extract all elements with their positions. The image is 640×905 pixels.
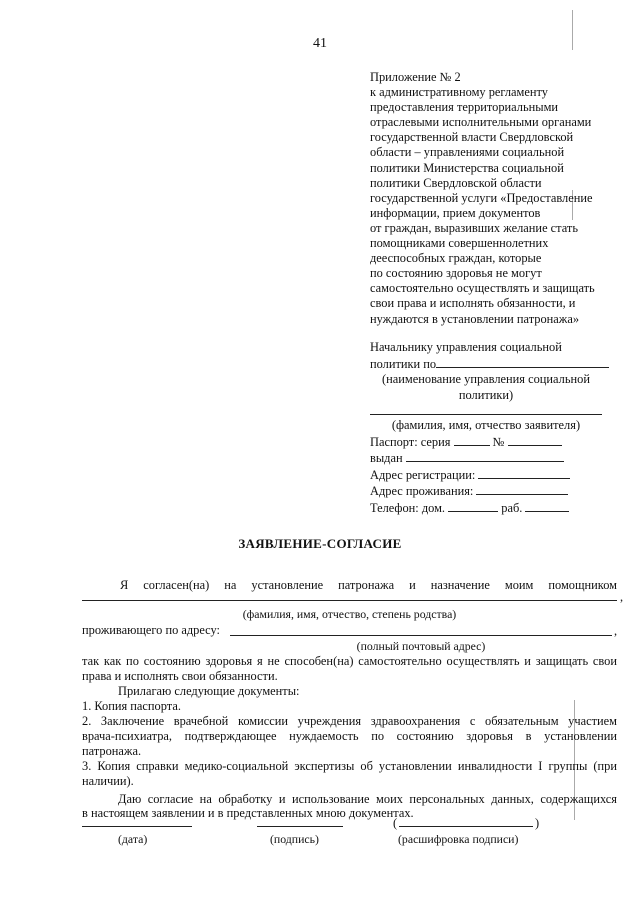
appendix-line: помощниками совершеннолетних (370, 236, 549, 251)
reason-line-1: так как по состоянию здоровья я не способен(на) самостоятельно осуществлять и защищать свои (82, 654, 617, 668)
res-address-row (370, 483, 620, 500)
assistant-name-hint: (фамилия, имя, отчество, степень родства) (242, 607, 457, 621)
appendix-line: предоставления территориальными (370, 100, 559, 115)
addressee-block (370, 340, 620, 516)
appendix-line: Приложение № 2 (370, 70, 461, 84)
passport-number-field[interactable] (508, 434, 562, 446)
appendix-line: области – управлениями социальной (370, 145, 565, 160)
phone-home-field[interactable] (448, 500, 498, 512)
applicant-name-hint: (фамилия, имя, отчество заявителя) (391, 418, 581, 432)
doc-item-2-line-2: врача-психиатра, подтверждающее нуждаемость по состоянию здоровья в установлении (82, 729, 617, 743)
phone-work-field[interactable] (525, 500, 569, 512)
appendix-line: государственной услуги «Предоставление (370, 190, 593, 205)
doc-item-2-line-1: 2. Заключение врачебной комиссии учреждения здравоохранения с обязательным участием (82, 714, 617, 728)
appendix-line: государственной власти Свердловской (370, 130, 574, 145)
date-field[interactable] (82, 825, 192, 827)
signature-field[interactable] (257, 825, 343, 827)
doc-item-1: 1. Копия паспорта. (82, 699, 181, 713)
department-hint-cont: политики) (458, 387, 514, 402)
appendix-line: информации, прием документов (370, 205, 541, 220)
phone-row (370, 500, 620, 517)
comma: , (614, 624, 618, 638)
form-title: ЗАЯВЛЕНИЕ-СОГЛАСИЕ (238, 536, 402, 551)
appendix-line: самостоятельно осуществлять и защищать (370, 281, 595, 296)
res-address-field[interactable] (476, 483, 568, 495)
department-hint: (наименование управления социальной (382, 372, 590, 386)
assistant-address-hint: (полный почтовый адрес) (356, 639, 486, 653)
passport-series-field[interactable] (454, 434, 490, 446)
residing-label: проживающего по адресу: (82, 623, 220, 637)
consent-line: Я согласен(на) на установление патронажа и назначение моим помощником (120, 578, 617, 592)
pd-consent-line-2: в настоящем заявлении и в представленных мною документах. (82, 806, 414, 820)
signature-hint: (подпись) (270, 832, 319, 846)
applicant-name-field[interactable] (370, 403, 602, 415)
appendix-line: отраслевыми исполнительными органами (370, 115, 592, 130)
appendix-line: политики Свердловской области (370, 175, 542, 190)
decode-paren-close: ) (535, 816, 540, 830)
decode-paren-open: ( (393, 816, 398, 830)
pd-consent-line-1: Даю согласие на обработку и использование моих персональных данных, содержащихся (118, 792, 617, 806)
issued-row (370, 450, 620, 467)
appendix-line: дееспособных граждан, которые (370, 251, 542, 266)
date-hint: (дата) (118, 832, 148, 846)
appendix-line: к административному регламенту (370, 85, 548, 100)
phone-work-label: раб. (501, 500, 523, 515)
attach-intro: Прилагаю следующие документы: (118, 684, 300, 698)
page-number: 41 (313, 36, 327, 51)
appendix-line: по состоянию здоровья не могут (370, 266, 542, 281)
assistant-name-field[interactable] (82, 590, 617, 601)
passport-label: Паспорт: серия (370, 434, 451, 449)
reason-line-2: права и исполнять свои обязанности. (82, 669, 278, 683)
reg-address-field[interactable] (478, 467, 570, 479)
doc-item-3-line-2: наличии). (82, 774, 134, 788)
appendix-line: политики Министерства социальной (370, 160, 564, 175)
signature-decode-field[interactable] (399, 825, 533, 827)
reg-address-row (370, 467, 620, 484)
comma: , (620, 590, 624, 604)
decode-hint: (расшифровка подписи) (398, 832, 519, 846)
reg-address-label: Адрес регистрации: (370, 467, 476, 482)
passport-number-label: № (492, 434, 505, 449)
doc-item-2-line-3: патронажа. (82, 744, 142, 758)
doc-item-3-line-1: 3. Копия справки медико-социальной экспертизы об установлении инвалидности I группы (при (82, 759, 617, 773)
issued-field[interactable] (406, 450, 564, 462)
addressee-line (370, 356, 620, 373)
phone-home-label: Телефон: дом. (370, 500, 446, 515)
assistant-address-field[interactable] (230, 623, 612, 636)
appendix-line: нуждаются в установлении патронажа» (370, 311, 580, 326)
addressee-line: Начальнику управления социальной (370, 340, 562, 354)
appendix-line: от граждан, выразивших желание стать (370, 220, 578, 235)
appendix-line: свои права и исполнять обязанности, и (370, 296, 576, 311)
addressee-prefix: политики по (370, 356, 437, 371)
appendix-block (370, 70, 615, 327)
passport-row (370, 434, 620, 451)
res-address-label: Адрес проживания: (370, 484, 474, 498)
issued-label: выдан (370, 451, 403, 465)
department-field[interactable] (436, 356, 609, 368)
